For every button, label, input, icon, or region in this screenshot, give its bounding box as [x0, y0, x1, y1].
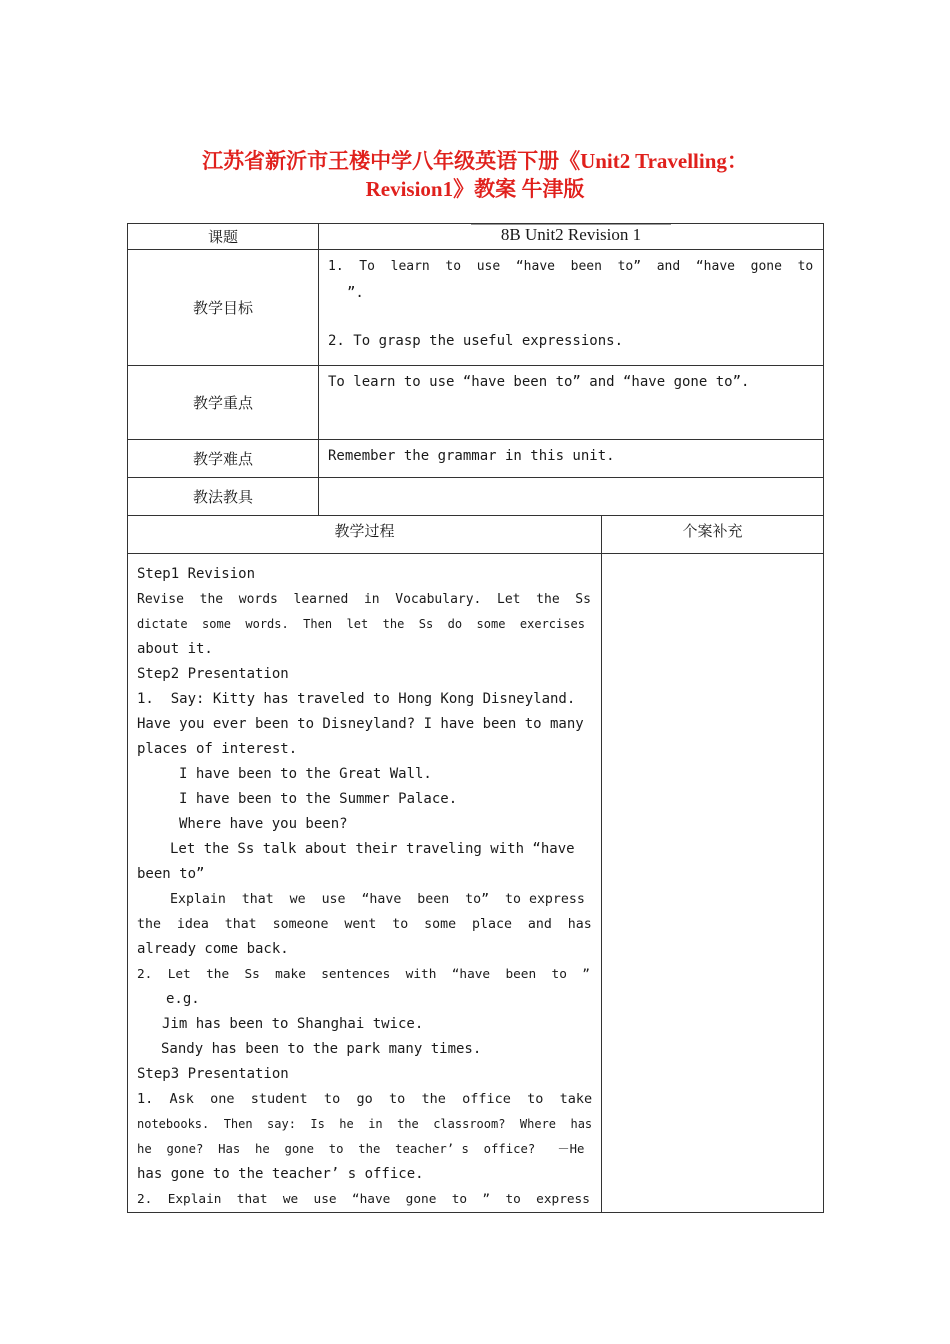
topic-text: 8B Unit2 Revision 1: [471, 224, 671, 245]
process-line: 2. Explain that we use “have gone to ” to express: [137, 1192, 590, 1207]
process-line: 1. Ask one student to go to the office to take: [137, 1091, 593, 1107]
process-line: he gone? Has he gone to the teacher’ s office? －He: [137, 1142, 585, 1156]
row-process-header: [128, 516, 824, 554]
process-line: Let the Ss talk about their traveling with “have: [170, 841, 575, 857]
process-line: been to”: [137, 866, 205, 882]
process-line: 2. Let the Ss make sentences with “have been to ”: [137, 967, 590, 982]
process-line: about it.: [137, 641, 213, 657]
row-methods: [128, 478, 824, 516]
lesson-plan-table: [127, 223, 824, 1213]
process-line: places of interest.: [137, 741, 298, 757]
process-line: dictate some words. Then let the Ss do some exercises: [137, 617, 585, 631]
title-line-1: 江苏省新沂市王楼中学八年级英语下册《Unit2 Travelling：: [202, 149, 748, 173]
process-line: Where have you been?: [179, 816, 348, 832]
objective-2: 2. To grasp the useful expressions.: [328, 333, 624, 349]
process-line: Step2 Presentation: [137, 666, 289, 682]
objective-1-cont: ”.: [347, 285, 364, 301]
supplement-content: [602, 554, 824, 1213]
row-process-body: [128, 554, 824, 1213]
objectives-cell: [319, 250, 824, 366]
objectives-label: 教学目标: [128, 250, 319, 366]
difficulties-label: 教学难点: [128, 440, 319, 478]
topic-label: 课题: [128, 224, 319, 250]
process-line: I have been to the Summer Palace.: [179, 791, 458, 807]
objective-1: 1. To learn to use “have been to” and “have gone to: [328, 259, 814, 274]
difficulties-value: Remember the grammar in this unit.: [319, 440, 824, 478]
process-line: 1. Say: Kitty has traveled to Hong Kong Disneyland.: [137, 691, 576, 707]
methods-label: 教法教具: [128, 478, 319, 516]
process-line: Step1 Revision: [137, 566, 256, 582]
methods-value: [319, 478, 824, 516]
process-line: I have been to the Great Wall.: [179, 766, 432, 782]
row-difficulties: [128, 440, 824, 478]
process-line: Step3 Presentation: [137, 1066, 289, 1082]
supplement-label: 个案补充: [602, 516, 824, 554]
row-topic: [128, 224, 824, 250]
key-points-label: 教学重点: [128, 366, 319, 440]
process-content: [128, 554, 602, 1213]
process-line: e.g.: [166, 991, 200, 1007]
process-line: Have you ever been to Disneyland? I have been to many: [137, 716, 584, 732]
process-label: 教学过程: [128, 516, 602, 554]
key-points-value: To learn to use “have been to” and “have gone to”.: [319, 366, 824, 440]
row-objectives: [128, 250, 824, 366]
process-line: Sandy has been to the park many times.: [161, 1041, 482, 1057]
process-line: has gone to the teacher’ s office.: [137, 1166, 424, 1182]
process-line: the idea that someone went to some place and has: [137, 917, 592, 932]
process-line: Revise the words learned in Vocabulary. Let the Ss: [137, 592, 591, 607]
process-line: Jim has been to Shanghai twice.: [162, 1016, 424, 1032]
document-title: [0, 147, 950, 203]
title-line-2: Revision1》教案 牛津版: [365, 177, 585, 201]
row-key-points: [128, 366, 824, 440]
process-line: already come back.: [137, 941, 289, 957]
process-line: Explain that we use “have been to” to express: [170, 892, 585, 907]
process-line: notebooks. Then say: Is he in the classroom? Where has: [137, 1117, 593, 1131]
topic-value: [319, 224, 824, 250]
